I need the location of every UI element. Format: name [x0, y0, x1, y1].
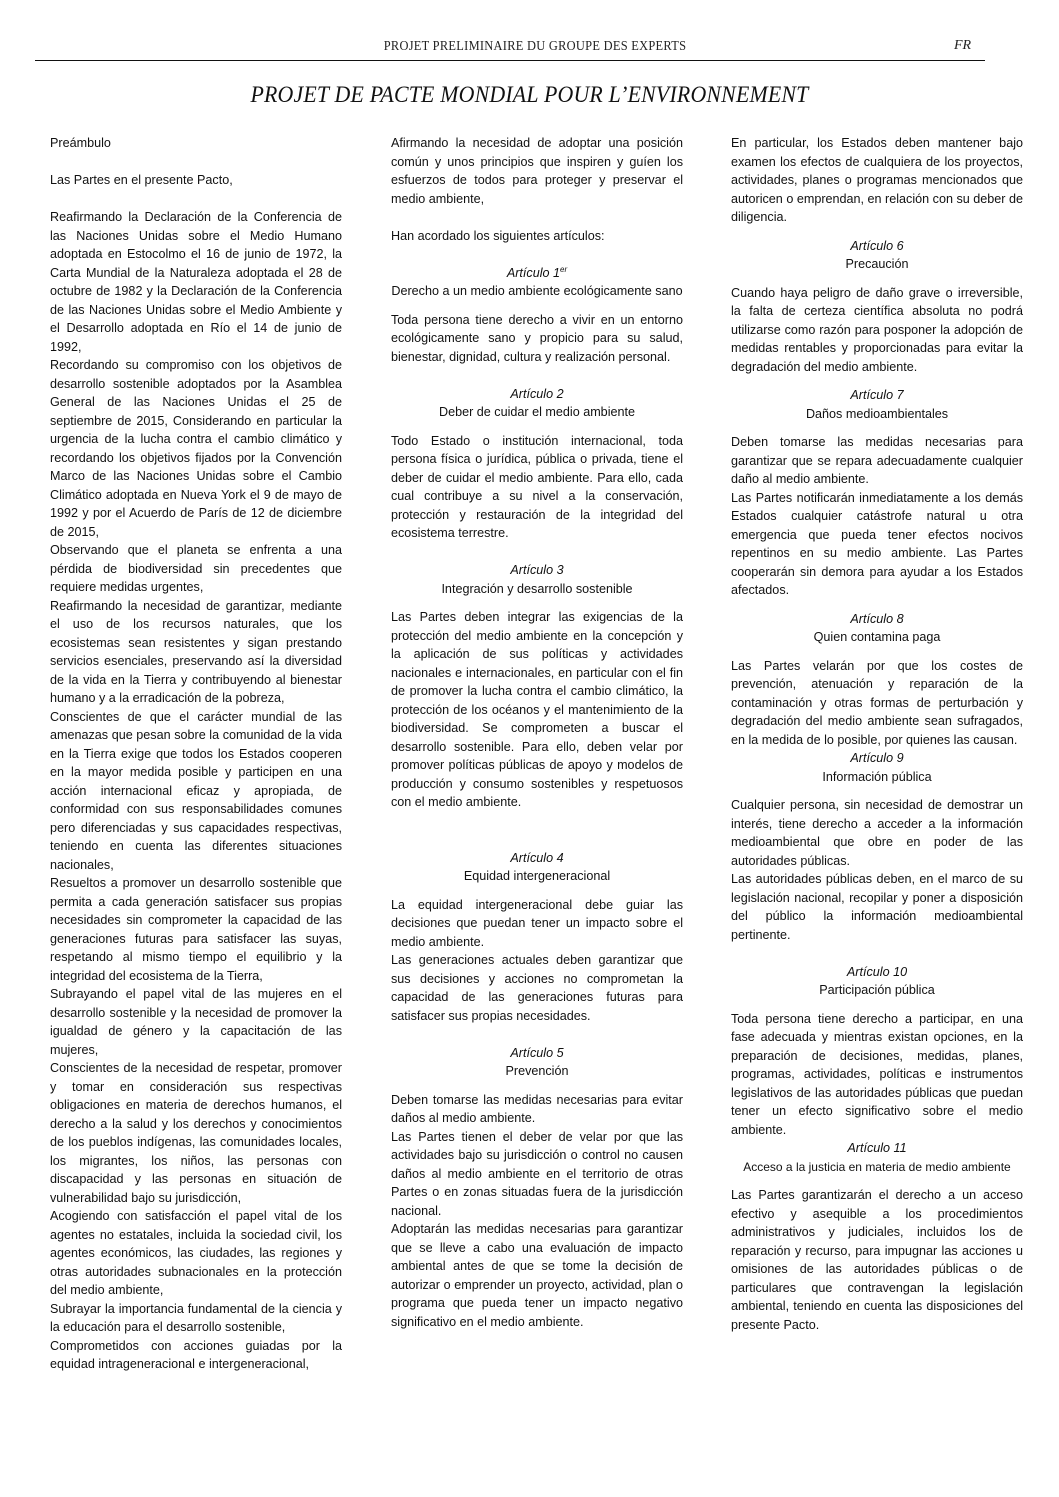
article-1	[391, 264, 683, 367]
preamble-paragraph: Observando que el planeta se enfrenta a una pérdida de biodiversidad sin precedentes que requiere medidas urgentes,	[50, 543, 342, 594]
preamble-paragraph: Recordando su compromiso con los objetivos de desarrollo sostenible adoptados por la Asamblea General de las Naciones Unidas el 25 de septiembre de 2015, Considerando en particular la urgencia de la lucha contra el cambio climático y recordando los objetivos fijados por la Convención Marco de las Naciones Unidas sobre el Cambio Climático adoptada en Nueva York el 9 de mayo de 1992 y por el Acuerdo de París de 12 de diciembre de 2015,	[50, 358, 342, 539]
preamble-paragraph: Conscientes de la necesidad de respetar, promover y tomar en consideración sus respectivas obligaciones en materia de derechos humanos, el derecho a la salud y los derechos y conocimientos de los pueblos indígenas, las comunidades locales, los migrantes, los niños, las personas con discapacidad y las personas en situación de vulnerabilidad bajo su jurisdicción,	[50, 1061, 342, 1205]
article-7	[731, 386, 1023, 600]
article-10	[731, 963, 1023, 1140]
article-paragraph: La equidad intergeneracional debe guiar las decisiones que puedan tener un impacto sobre el medio ambiente.	[391, 897, 683, 949]
article-title: Precaución	[845, 257, 909, 271]
preamble-opening: Las Partes en el presente Pacto,	[50, 173, 233, 187]
article-number: Artículo 3	[510, 563, 564, 577]
document-title: PROJET DE PACTE MONDIAL POUR L’ENVIRONNEMENT	[250, 82, 809, 107]
preamble-paragraph: Subrayar la importancia fundamental de la ciencia y la educación para el desarrollo sostenible,	[50, 1301, 342, 1334]
article-title: Quien contamina paga	[813, 630, 941, 644]
article-paragraph: Cuando haya peligro de daño grave o irreversible, la falta de certeza científica absoluta no podrá utilizarse como razón para posponer la adopción de medidas rentables y proporcionadas para evitar la degradación del medio ambiente.	[731, 285, 1023, 374]
article-paragraph: Las generaciones actuales deben garantizar que sus decisiones y acciones no comprometan la capacidad de las generaciones futuras para satisfacer sus propias necesidades.	[391, 953, 683, 1023]
column-3	[731, 134, 1023, 1334]
column-2	[391, 134, 683, 1331]
article-title: Equidad intergeneracional	[463, 869, 611, 883]
article-4	[391, 849, 683, 1026]
article-title: Prevención	[505, 1064, 569, 1078]
article-number: Artículo 5	[510, 1045, 564, 1060]
preamble-paragraph: Acogiendo con satisfacción el papel vital de los agentes no estatales, incluida la sociedad civil, los agentes económicos, las ciudades, las regiones y otras autoridades subnacionales en la protección del medio ambiente,	[50, 1209, 342, 1297]
preamble-paragraph: Conscientes de que el carácter mundial de las amenazas que pesan sobre la comunidad de la vida en la Tierra exige que todos los Estados cooperen en la mayor medida posible y participen en una acción internacional eficaz y apropiada, de conformidad con sus responsabilidades comunes pero diferenciadas y sus capacidades respectivas, teniendo en cuenta las diferentes situaciones nacionales,	[50, 709, 342, 872]
article-number: Artículo 9	[850, 751, 904, 765]
article-number: Artículo 11	[847, 1141, 907, 1155]
column-1	[50, 134, 342, 1374]
preamble-affirming: Afirmando la necesidad de adoptar una posición común y unos principios que inspiren y guíen los esfuerzos de todos para proteger y preservar el medio ambiente,	[391, 136, 683, 206]
article-number: Artículo 6	[850, 238, 904, 253]
article-number: Artículo 7	[850, 388, 904, 402]
article-title: Deber de cuidar el medio ambiente	[438, 405, 635, 419]
article-number: Artículo 10	[846, 964, 908, 979]
article-number	[391, 264, 683, 283]
article-title: Integración y desarrollo sostenible	[441, 581, 633, 596]
preamble-paragraph: Subrayando el papel vital de las mujeres en el desarrollo sostenible y la necesidad de promover la igualdad de género y la capacitación de las mujeres,	[50, 987, 342, 1057]
article-paragraph: Las autoridades públicas deben, en el marco de su legislación nacional, recopilar y poner a disposición del público la información medioambiental pertinente.	[731, 872, 1023, 942]
preamble-paragraph: Comprometidos con acciones guiadas por la equidad intrageneracional e intergeneracional,	[50, 1338, 342, 1371]
preamble-paragraph: Resueltos a promover un desarrollo sostenible que permita a cada generación satisfacer sus propias necesidades sin comprometer la capacidad de las generaciones futuras para satisfacer las suyas, respetando al mismo tiempo el equilibrio y la integridad del ecosistema de la Tierra,	[50, 876, 342, 983]
running-header	[0, 36, 1059, 56]
article-paragraph: Adoptarán las medidas necesarias para garantizar que se lleve a cabo una evaluación de impacto ambiental antes de que se tome la decisión de autorizar o emprender un proyecto, actividad, plan o programa que pueda tener un impacto negativo significativo en el medio ambiente.	[391, 1222, 683, 1329]
article-paragraph: Todo Estado o institución internacional, toda persona física o jurídica, pública o privada, tiene el deber de cuidar el medio ambiente. Para ello, cada cual contribuye a su nivel a la conservación, protección y restauración de la integridad del ecosistema terrestre.	[391, 433, 683, 540]
article-paragraph: Las Partes notificarán inmediatamente a los demás Estados cualquier catástrofe natural u otra emergencia que pueda tener efectos nocivos repentinos en su medio ambiente. Las Partes cooperarán sin demora para ayudar a los Estados afectados.	[731, 490, 1023, 597]
article-paragraph: Las Partes garantizarán el derecho a un acceso efectivo y asequible a los procedimientos administrativos y judiciales, incluidos los de reparación y recurso, para impugnar las acciones u omisiones de las autoridades públicas o de particulares que contravengan la legislación ambiental, teniendo en cuenta las disposiciones del presente Pacto.	[731, 1188, 1023, 1332]
article-paragraph: Las Partes tienen el deber de velar por que las actividades bajo su jurisdicción o control no causen daños al medio ambiente en el territorio de otras Partes o en zonas situadas fuera de la jurisdicción nacional.	[391, 1129, 683, 1218]
article-paragraph: Las Partes velarán por que los costes de prevención, atenuación y reparación de la contaminación y otras formas de perturbación y degradación del medio ambiente sean sufragados, en la medida de lo posible, por quienes las causan.	[731, 658, 1023, 747]
article-paragraph: Deben tomarse las medidas necesarias para garantizar que se repara adecuadamente cualquier daño al medio ambiente.	[731, 435, 1023, 486]
article-title: Información pública	[822, 769, 932, 784]
article-title: Participación pública	[819, 983, 935, 997]
article-paragraph: En particular, los Estados deben mantener bajo examen los efectos de cualquiera de los proyectos, actividades, planes o programas mencionados que autoricen o emprendan, en relación con su deber de diligencia.	[731, 136, 1023, 224]
preamble-agreed: Han acordado los siguientes artículos:	[391, 228, 605, 243]
language-code: FR	[954, 38, 972, 53]
article-number: Artículo 2	[510, 386, 564, 401]
article-11	[731, 1139, 1023, 1334]
article-paragraph: Deben tomarse las medidas necesarias para evitar daños al medio ambiente.	[391, 1092, 683, 1125]
header-rule	[35, 60, 985, 61]
article-title: Acceso a la justicia en materia de medio ambiente	[743, 1159, 1011, 1174]
article-number-superscript: er	[560, 264, 568, 274]
article-paragraph: Las Partes deben integrar las exigencias de la protección del medio ambiente en la concepción y la aplicación de sus políticas y actividades nacionales e internacionales, en particular con el fin de promover la lucha contra el cambio climático, la protección de los océanos y el mantenimiento de la biodiversidad. Se comprometen a buscar el desarrollo sostenible. Para ello, deben velar por promover políticas públicas de apoyo y modelos de producción y consumo sostenibles y respetuosos con el medio ambiente.	[391, 610, 683, 809]
article-9	[731, 749, 1023, 944]
article-8	[731, 610, 1023, 750]
article-3	[391, 561, 683, 812]
preamble-heading: Preámbulo	[50, 136, 111, 150]
article-number-text: Artículo 1	[506, 265, 561, 280]
article-2	[391, 385, 683, 543]
preamble-paragraph: Reafirmando la Declaración de la Conferencia de las Naciones Unidas sobre el Medio Humano adoptada en Estocolmo el 16 de junio de 1972, la Carta Mundial de la Naturaleza adoptada el 28 de octubre de 1982 y la Declaración de la Conferencia de las Naciones Unidas sobre el Medio Ambiente y el Desarrollo adoptada en Río el 14 de junio de 1992,	[50, 210, 342, 354]
running-title: PROJET PRELIMINAIRE DU GROUPE DES EXPERTS	[383, 38, 687, 53]
article-paragraph: Toda persona tiene derecho a vivir en un entorno ecológicamente sano y propicio para su salud, bienestar, dignidad, cultura y realización personal.	[391, 312, 683, 364]
preamble-paragraph: Reafirmando la necesidad de garantizar, mediante el uso de los recursos naturales, que los ecosistemas sean resistentes y sigan prestando servicios esenciales, preservando así la diversidad de la vida en la Tierra y contribuyendo al bienestar humano y a la erradicación de la pobreza,	[50, 598, 342, 705]
article-title: Derecho a un medio ambiente ecológicamente sano	[391, 284, 683, 298]
article-number: Artículo 4	[510, 850, 564, 865]
article-5	[391, 1044, 683, 1332]
article-paragraph: Toda persona tiene derecho a participar, en una fase adecuada y mientras existan opciones, en la preparación de decisiones, medidas, planes, programas, actividades, políticas e instrumentos legislativos de las autoridades públicas que puedan tener un efecto significativo sobre el medio ambiente.	[731, 1011, 1023, 1137]
article-title: Daños medioambientales	[805, 406, 949, 421]
article-number: Artículo 8	[850, 611, 904, 626]
article-6	[731, 237, 1023, 377]
article-paragraph: Cualquier persona, sin necesidad de demostrar un interés, tiene derecho a acceder a la información medioambiental que obre en poder de las autoridades públicas.	[731, 798, 1023, 868]
